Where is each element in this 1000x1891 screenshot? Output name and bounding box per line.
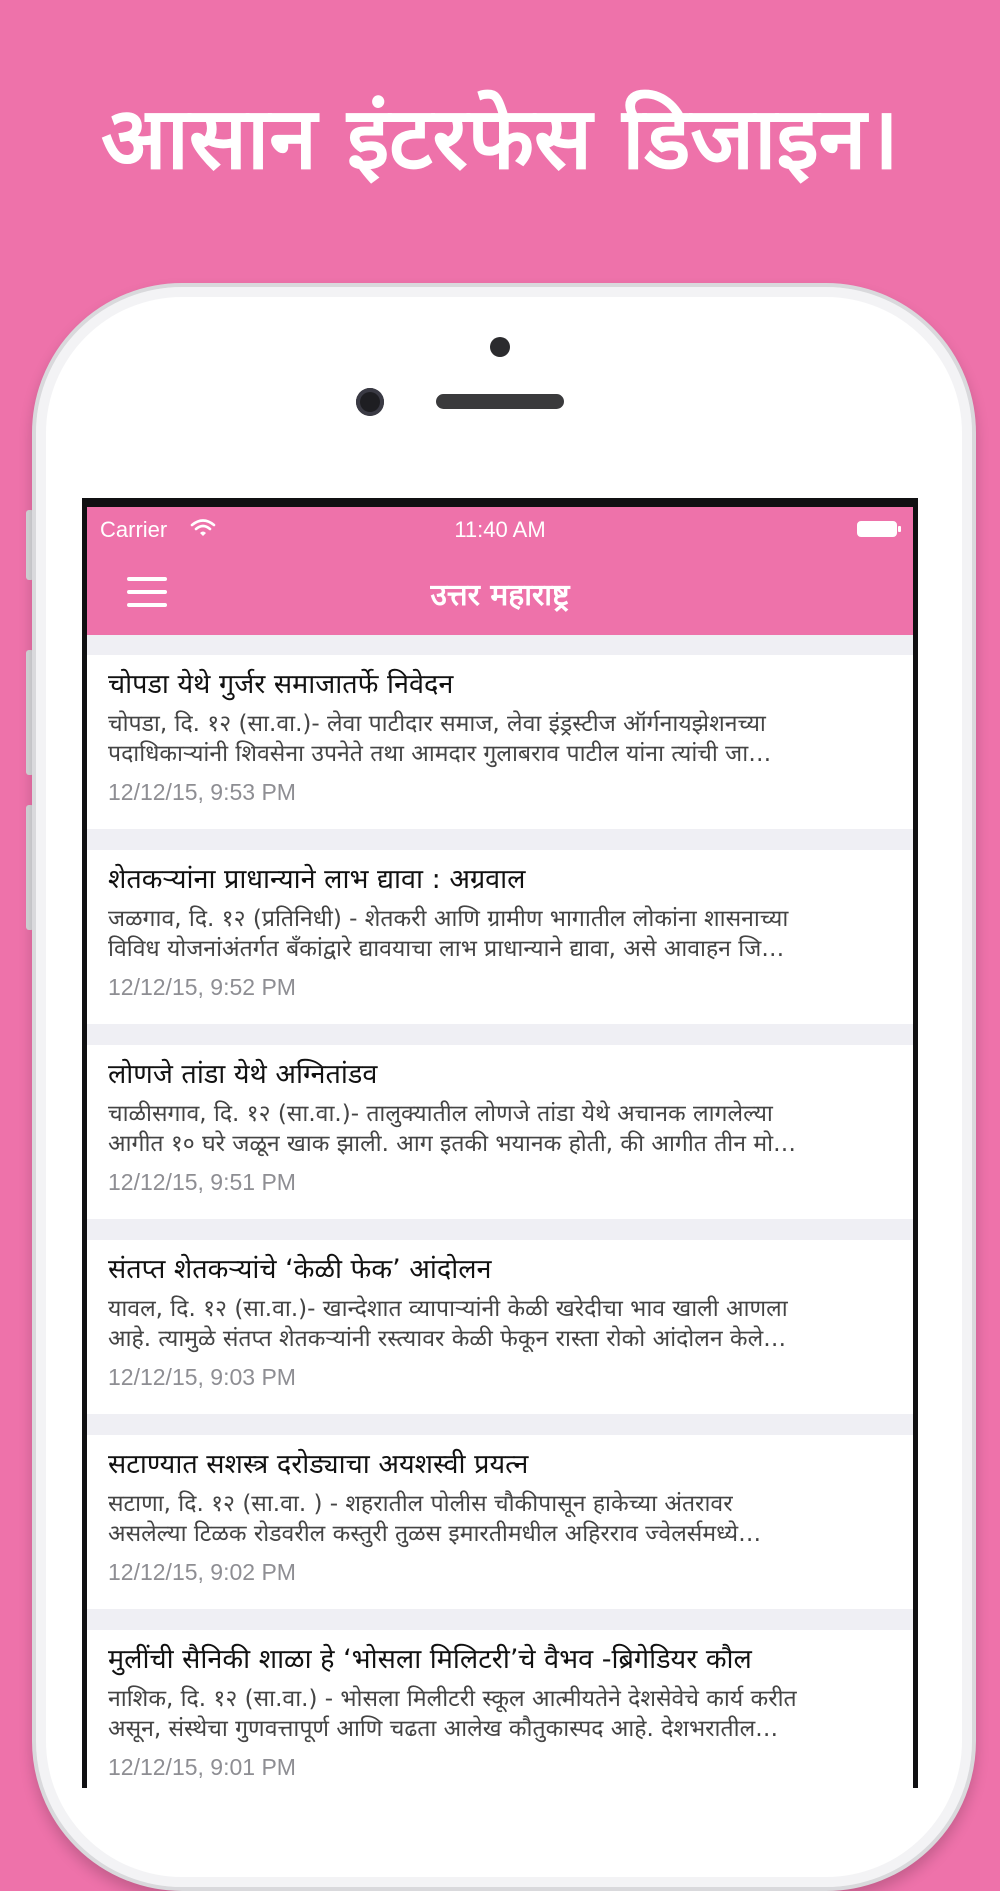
news-date: 12/12/15, 9:53 PM bbox=[108, 779, 296, 805]
battery-icon bbox=[857, 521, 897, 537]
news-summary-line: चाळीसगाव, दि. १२ (सा.वा.)- तालुक्यातील लोणजे तांडा येथे अचानक लागलेल्या bbox=[108, 1101, 773, 1127]
news-date: 12/12/15, 9:52 PM bbox=[108, 974, 296, 1000]
nav-bar bbox=[87, 553, 913, 635]
news-summary bbox=[108, 709, 893, 769]
news-summary-line: असून, संस्थेचा गुणवत्तापूर्ण आणि चढता आलेख कौतुकास्पद आहे. देशभरातील… bbox=[108, 1716, 779, 1742]
news-date: 12/12/15, 9:01 PM bbox=[108, 1754, 296, 1780]
promo-headline: आसान इंटरफेस डिजाइन। bbox=[100, 89, 900, 189]
news-summary bbox=[108, 1294, 893, 1354]
app-screen bbox=[87, 507, 913, 1788]
news-title: मुलींची सैनिकी शाळा हे ‘भोसला मिलिटरी’चे वैभव -ब्रिगेडियर कौल bbox=[108, 1644, 752, 1675]
news-summary-line: आगीत १० घरे जळून खाक झाली. आग इतकी भयानक होती, की आगीत तीन मो… bbox=[108, 1131, 797, 1157]
news-title: शेतकऱ्यांना प्राधान्याने लाभ द्यावा : अग्रवाल bbox=[108, 864, 526, 895]
news-summary-line: पदाधिकाऱ्यांनी शिवसेना उपनेते तथा आमदार गुलाबराव पाटील यांना त्यांची जा… bbox=[108, 741, 772, 767]
news-item[interactable] bbox=[87, 1240, 913, 1414]
news-item[interactable] bbox=[87, 1045, 913, 1219]
news-item[interactable] bbox=[87, 850, 913, 1024]
news-date: 12/12/15, 9:51 PM bbox=[108, 1169, 296, 1195]
news-date: 12/12/15, 9:02 PM bbox=[108, 1559, 296, 1585]
news-date: 12/12/15, 9:03 PM bbox=[108, 1364, 296, 1390]
news-title: चोपडा येथे गुर्जर समाजातर्फे निवेदन bbox=[108, 669, 454, 700]
phone-sensor bbox=[490, 337, 510, 357]
news-summary-line: सटाणा, दि. १२ (सा.वा. ) - शहरातील पोलीस चौकीपासून हाकेच्या अंतरावर bbox=[108, 1491, 733, 1517]
news-summary bbox=[108, 904, 893, 964]
news-summary-line: यावल, दि. १२ (सा.वा.)- खान्देशात व्यापाऱ्यांनी केळी खरेदीचा भाव खाली आणला bbox=[108, 1296, 788, 1322]
news-summary-line: चोपडा, दि. १२ (सा.वा.)- लेवा पाटीदार समाज, लेवा इंड्रस्टीज ऑर्गनायझेशनच्या bbox=[108, 711, 766, 737]
news-summary bbox=[108, 1489, 893, 1549]
news-title: सटाण्यात सशस्त्र दरोड्याचा अयशस्वी प्रयत्न bbox=[108, 1449, 529, 1480]
news-summary-line: आहे. त्यामुळे संतप्त शेतकऱ्यांनी रस्त्यावर केळी फेकून रास्ता रोको आंदोलन केले… bbox=[108, 1326, 787, 1352]
news-summary-line: नाशिक, दि. १२ (सा.वा.) - भोसला मिलीटरी स्कूल आत्मीयतेने देशसेवेचे कार्य करीत bbox=[108, 1686, 797, 1712]
status-bar bbox=[87, 507, 913, 553]
phone-screen bbox=[82, 498, 918, 1788]
news-summary-line: विविध योजनांअंतर्गत बँकांद्वारे द्यावयाचा लाभ प्राधान्याने द्यावा, असे आवाहन जि… bbox=[108, 936, 785, 962]
nav-title: उत्तर महाराष्ट्र bbox=[430, 578, 570, 613]
phone-earpiece bbox=[436, 394, 564, 409]
news-item[interactable] bbox=[87, 1435, 913, 1609]
status-time: 11:40 AM bbox=[454, 517, 546, 542]
news-item[interactable] bbox=[87, 1630, 913, 1788]
news-summary-line: असलेल्या टिळक रोडवरील कस्तुरी तुळस इमारतीमधील अहिरराव ज्वेलर्समध्ये… bbox=[108, 1521, 762, 1547]
phone-camera bbox=[356, 388, 384, 416]
news-item[interactable] bbox=[87, 655, 913, 829]
news-title: संतप्त शेतकऱ्यांचे ‘केळी फेक’ आंदोलन bbox=[108, 1254, 492, 1285]
news-title: लोणजे तांडा येथे अग्नितांडव bbox=[108, 1059, 378, 1090]
news-summary bbox=[108, 1684, 893, 1744]
carrier-label: Carrier bbox=[100, 517, 168, 542]
news-summary-line: जळगाव, दि. १२ (प्रतिनिधी) - शेतकरी आणि ग्रामीण भागातील लोकांना शासनाच्या bbox=[108, 906, 789, 932]
news-list[interactable] bbox=[87, 655, 913, 1788]
news-summary bbox=[108, 1099, 893, 1159]
